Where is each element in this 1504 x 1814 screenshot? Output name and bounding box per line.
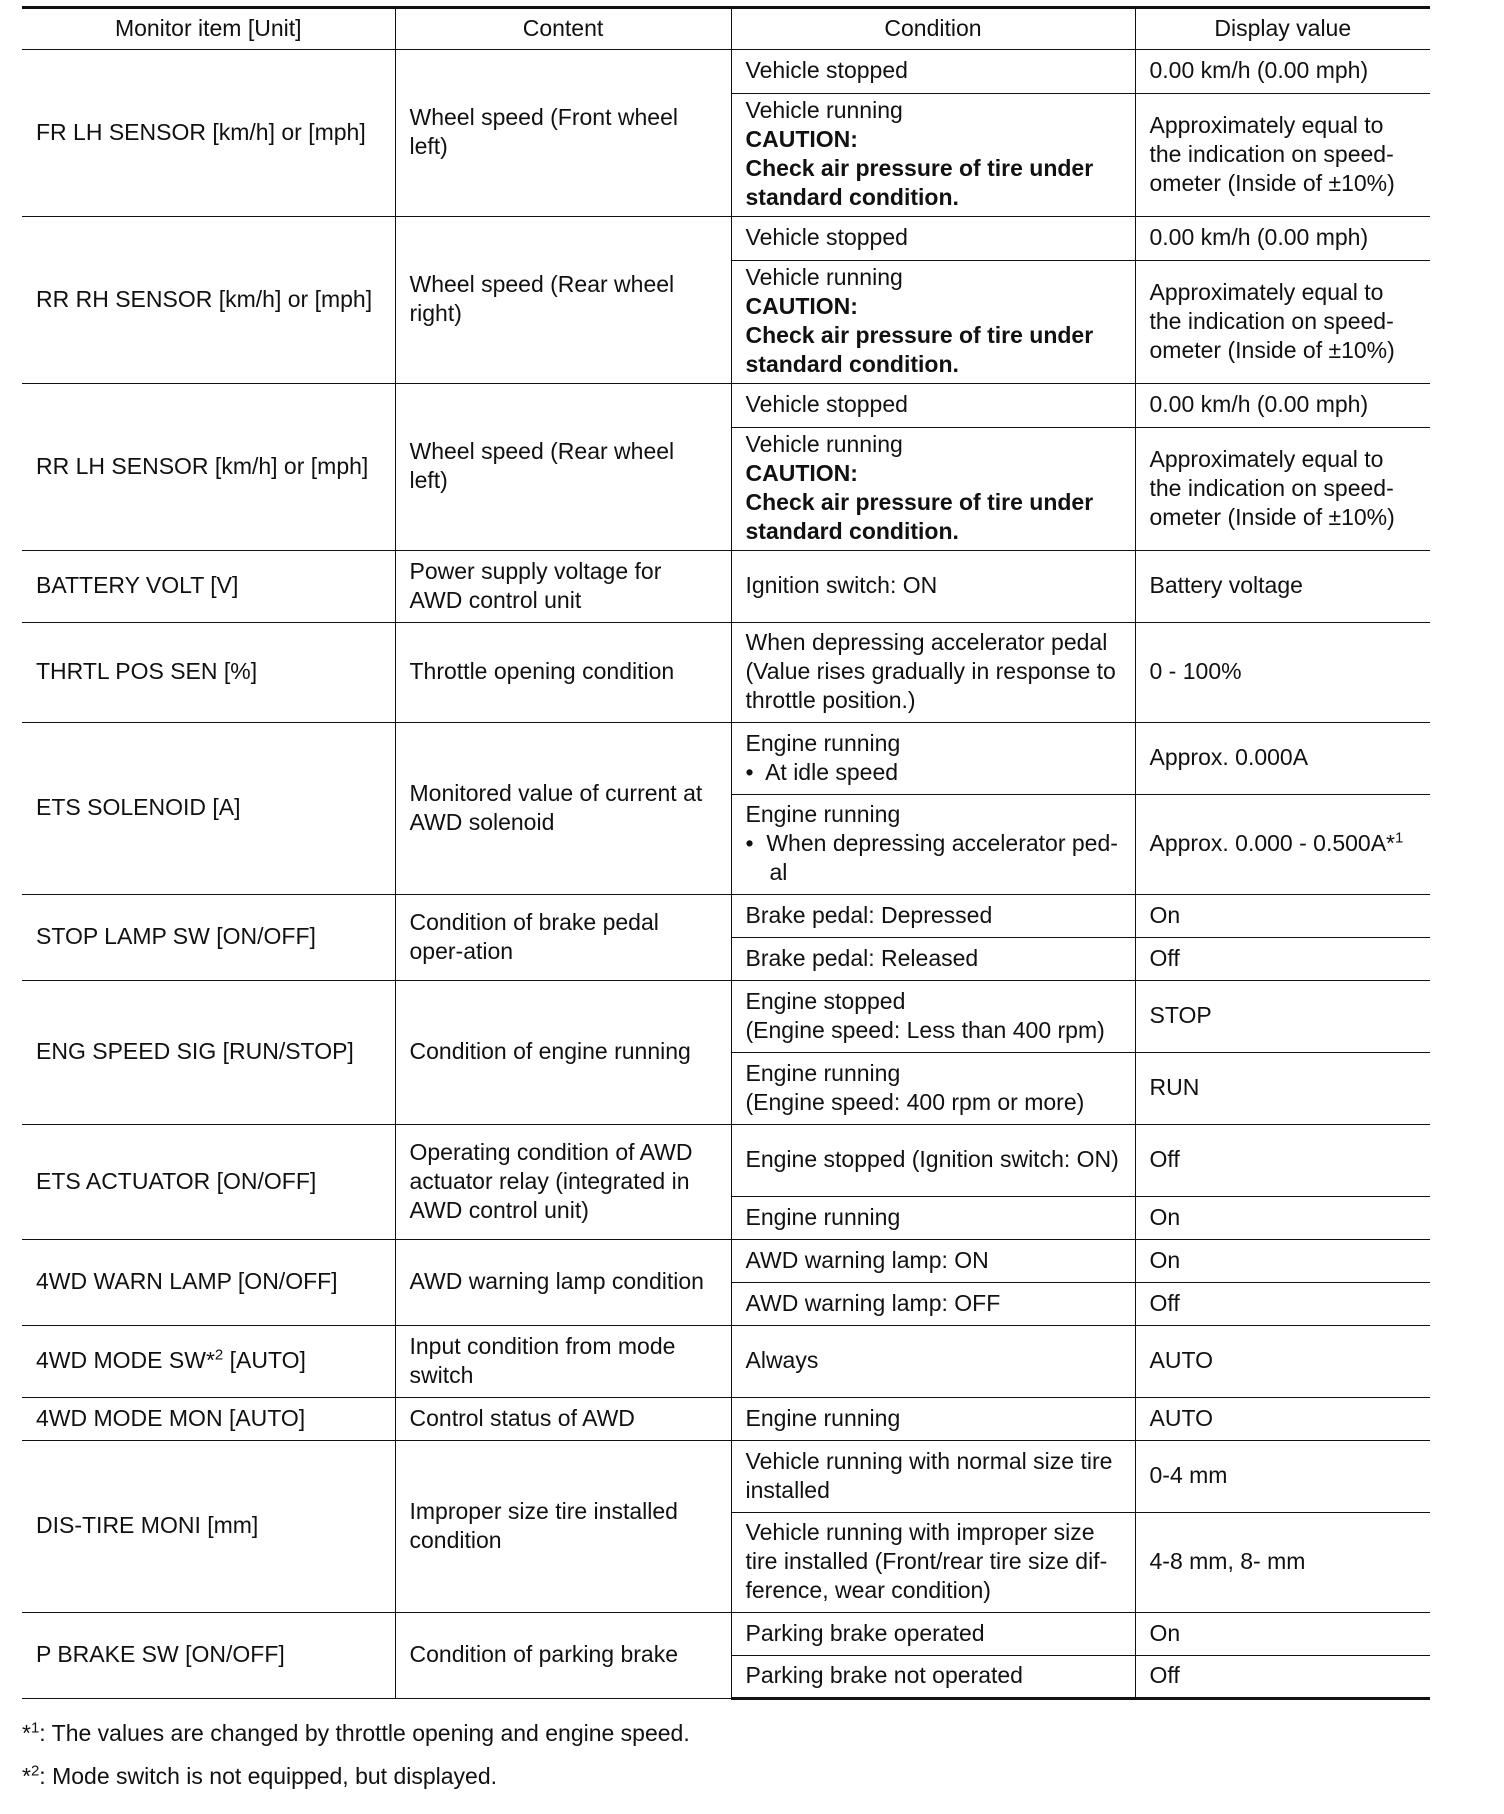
header-condition: Condition <box>731 8 1135 50</box>
condition-cell: Always <box>731 1326 1135 1398</box>
condition-cell: Parking brake not operated <box>731 1656 1135 1699</box>
display-value-cell: 0 - 100% <box>1135 623 1430 723</box>
caution-text: Check air pressure of tire under standard condition. <box>745 155 1094 210</box>
monitor-item-cell: THRTL POS SEN [%] <box>22 623 395 723</box>
content-cell: Wheel speed (Rear wheel right) <box>395 217 731 384</box>
footnote-text: : Mode switch is not equipped, but displayed. <box>39 1763 498 1789</box>
content-cell: Condition of engine running <box>395 981 731 1125</box>
footnote-2 <box>22 1761 690 1804</box>
condition-cell <box>731 1053 1135 1125</box>
display-value-cell: STOP <box>1135 981 1430 1053</box>
condition-cell: Vehicle stopped <box>731 50 1135 94</box>
monitor-item-cell: RR RH SENSOR [km/h] or [mph] <box>22 217 395 384</box>
condition-text: Engine running <box>745 729 901 756</box>
display-value-cell: On <box>1135 1613 1430 1656</box>
monitor-item-cell: DIS-TIRE MONI [mm] <box>22 1441 395 1613</box>
content-cell: Input condition from mode switch <box>395 1326 731 1398</box>
monitor-item-text: 4WD MODE SW* <box>36 1347 215 1373</box>
condition-cell: AWD warning lamp: ON <box>731 1240 1135 1283</box>
table-row <box>22 723 1430 795</box>
header-monitor-item: Monitor item [Unit] <box>22 8 395 50</box>
table-row <box>22 1613 1430 1656</box>
condition-cell: Vehicle running with normal size tire installed <box>731 1441 1135 1513</box>
content-cell: Throttle opening condition <box>395 623 731 723</box>
display-value-cell: Approx. 0.000A <box>1135 723 1430 795</box>
condition-bullet: • At idle speed <box>745 758 899 785</box>
monitor-item-cell: 4WD MODE MON [AUTO] <box>22 1398 395 1441</box>
footnotes <box>22 1718 690 1804</box>
monitor-item-cell: ENG SPEED SIG [RUN/STOP] <box>22 981 395 1125</box>
display-value-cell: 0.00 km/h (0.00 mph) <box>1135 50 1430 94</box>
display-value-cell: 4-8 mm, 8- mm <box>1135 1513 1430 1613</box>
bullet-text: When depressing accelerator ped-al <box>766 830 1118 885</box>
display-value-cell: On <box>1135 1240 1430 1283</box>
condition-cell: Brake pedal: Released <box>731 938 1135 981</box>
display-value-cell: Battery voltage <box>1135 551 1430 623</box>
table-row <box>22 384 1430 428</box>
condition-cell: AWD warning lamp: OFF <box>731 1283 1135 1326</box>
caution-label: CAUTION: <box>745 126 858 152</box>
condition-detail: (Engine speed: Less than 400 rpm) <box>745 1016 1105 1043</box>
table-row <box>22 551 1430 623</box>
condition-cell: When depressing accelerator pedal (Value rises gradually in response to throttle position.) <box>731 623 1135 723</box>
monitor-item-cell <box>22 1326 395 1398</box>
table-row <box>22 1441 1430 1513</box>
condition-cell <box>731 261 1135 384</box>
caution-label: CAUTION: <box>745 460 858 486</box>
content-cell: Improper size tire installed condition <box>395 1441 731 1613</box>
display-value-cell: Off <box>1135 938 1430 981</box>
condition-cell: Vehicle stopped <box>731 384 1135 428</box>
condition-cell: Parking brake operated <box>731 1613 1135 1656</box>
monitor-item-cell: 4WD WARN LAMP [ON/OFF] <box>22 1240 395 1326</box>
condition-cell <box>731 723 1135 795</box>
table-row <box>22 1125 1430 1197</box>
table-row <box>22 981 1430 1053</box>
condition-text: Engine stopped <box>745 987 906 1014</box>
condition-cell <box>731 428 1135 551</box>
condition-text: Vehicle running <box>745 97 903 123</box>
footnote-number: 1 <box>30 1719 40 1737</box>
header-display-value: Display value <box>1135 8 1430 50</box>
content-cell: Condition of brake pedal oper-ation <box>395 895 731 981</box>
display-value-cell: On <box>1135 895 1430 938</box>
condition-cell: Vehicle stopped <box>731 217 1135 261</box>
caution-text: Check air pressure of tire under standard condition. <box>745 322 1094 377</box>
condition-text: Vehicle running <box>745 264 903 290</box>
monitor-item-cell: RR LH SENSOR [km/h] or [mph] <box>22 384 395 551</box>
monitor-item-cell: ETS ACTUATOR [ON/OFF] <box>22 1125 395 1240</box>
condition-bullet: • When depressing accelerator ped-al <box>745 830 1118 885</box>
display-value-cell: Off <box>1135 1125 1430 1197</box>
display-value-cell: AUTO <box>1135 1326 1430 1398</box>
display-value-cell: Approximately equal to the indication on speed-ometer (Inside of ±10%) <box>1135 428 1430 551</box>
footnote-1 <box>22 1718 690 1761</box>
caution-text: Check air pressure of tire under standard condition. <box>745 489 1094 544</box>
caution-label: CAUTION: <box>745 293 858 319</box>
condition-cell: Vehicle running with improper size tire installed (Front/rear tire size dif-ference, wear condition) <box>731 1513 1135 1613</box>
footnote-mark: * <box>22 1720 31 1746</box>
condition-cell: Brake pedal: Depressed <box>731 895 1135 938</box>
header-content: Content <box>395 8 731 50</box>
display-value-cell: 0.00 km/h (0.00 mph) <box>1135 217 1430 261</box>
monitor-item-cell: FR LH SENSOR [km/h] or [mph] <box>22 50 395 217</box>
table-row <box>22 1326 1430 1398</box>
footnote-mark: * <box>22 1763 31 1789</box>
monitor-item-cell: BATTERY VOLT [V] <box>22 551 395 623</box>
bullet-text: At idle speed <box>765 758 899 785</box>
condition-cell: Ignition switch: ON <box>731 551 1135 623</box>
condition-detail: (Engine speed: 400 rpm or more) <box>745 1088 1085 1115</box>
content-cell: Wheel speed (Front wheel left) <box>395 50 731 217</box>
display-value-cell <box>1135 795 1430 895</box>
table-header-row <box>22 8 1430 50</box>
footnote-ref: 2 <box>214 1346 224 1364</box>
table-row <box>22 623 1430 723</box>
footnote-number: 2 <box>30 1762 40 1780</box>
table-row <box>22 1398 1430 1441</box>
table-row <box>22 50 1430 94</box>
display-value-cell: AUTO <box>1135 1398 1430 1441</box>
display-value-cell: Approximately equal to the indication on speed-ometer (Inside of ±10%) <box>1135 94 1430 217</box>
display-value-cell: 0-4 mm <box>1135 1441 1430 1513</box>
condition-text: Engine running <box>745 1059 901 1086</box>
content-cell: AWD warning lamp condition <box>395 1240 731 1326</box>
condition-cell <box>731 94 1135 217</box>
display-value-cell: 0.00 km/h (0.00 mph) <box>1135 384 1430 428</box>
display-value-text: Approx. 0.000 - 0.500A* <box>1149 830 1395 856</box>
table-row <box>22 895 1430 938</box>
condition-text: Vehicle running <box>745 431 903 457</box>
table-row <box>22 1240 1430 1283</box>
condition-cell: Engine stopped (Ignition switch: ON) <box>731 1125 1135 1197</box>
condition-cell <box>731 981 1135 1053</box>
table-row <box>22 217 1430 261</box>
content-cell: Condition of parking brake <box>395 1613 731 1699</box>
condition-cell: Engine running <box>731 1197 1135 1240</box>
content-cell: Monitored value of current at AWD solenoid <box>395 723 731 895</box>
monitor-item-table <box>22 6 1430 1700</box>
content-cell: Operating condition of AWD actuator relay (integrated in AWD control unit) <box>395 1125 731 1240</box>
footnote-ref: 1 <box>1395 829 1404 847</box>
condition-cell <box>731 795 1135 895</box>
display-value-cell: Off <box>1135 1283 1430 1326</box>
content-cell: Control status of AWD <box>395 1398 731 1441</box>
display-value-cell: Off <box>1135 1656 1430 1699</box>
monitor-item-cell: STOP LAMP SW [ON/OFF] <box>22 895 395 981</box>
display-value-cell: On <box>1135 1197 1430 1240</box>
monitor-item-cell: P BRAKE SW [ON/OFF] <box>22 1613 395 1699</box>
content-cell: Wheel speed (Rear wheel left) <box>395 384 731 551</box>
condition-text: Engine running <box>745 801 901 827</box>
condition-cell: Engine running <box>731 1398 1135 1441</box>
monitor-item-unit: [AUTO] <box>223 1347 306 1373</box>
monitor-item-cell: ETS SOLENOID [A] <box>22 723 395 895</box>
content-cell: Power supply voltage for AWD control unit <box>395 551 731 623</box>
display-value-cell: RUN <box>1135 1053 1430 1125</box>
footnote-text: : The values are changed by throttle opening and engine speed. <box>39 1720 690 1746</box>
display-value-cell: Approximately equal to the indication on speed-ometer (Inside of ±10%) <box>1135 261 1430 384</box>
